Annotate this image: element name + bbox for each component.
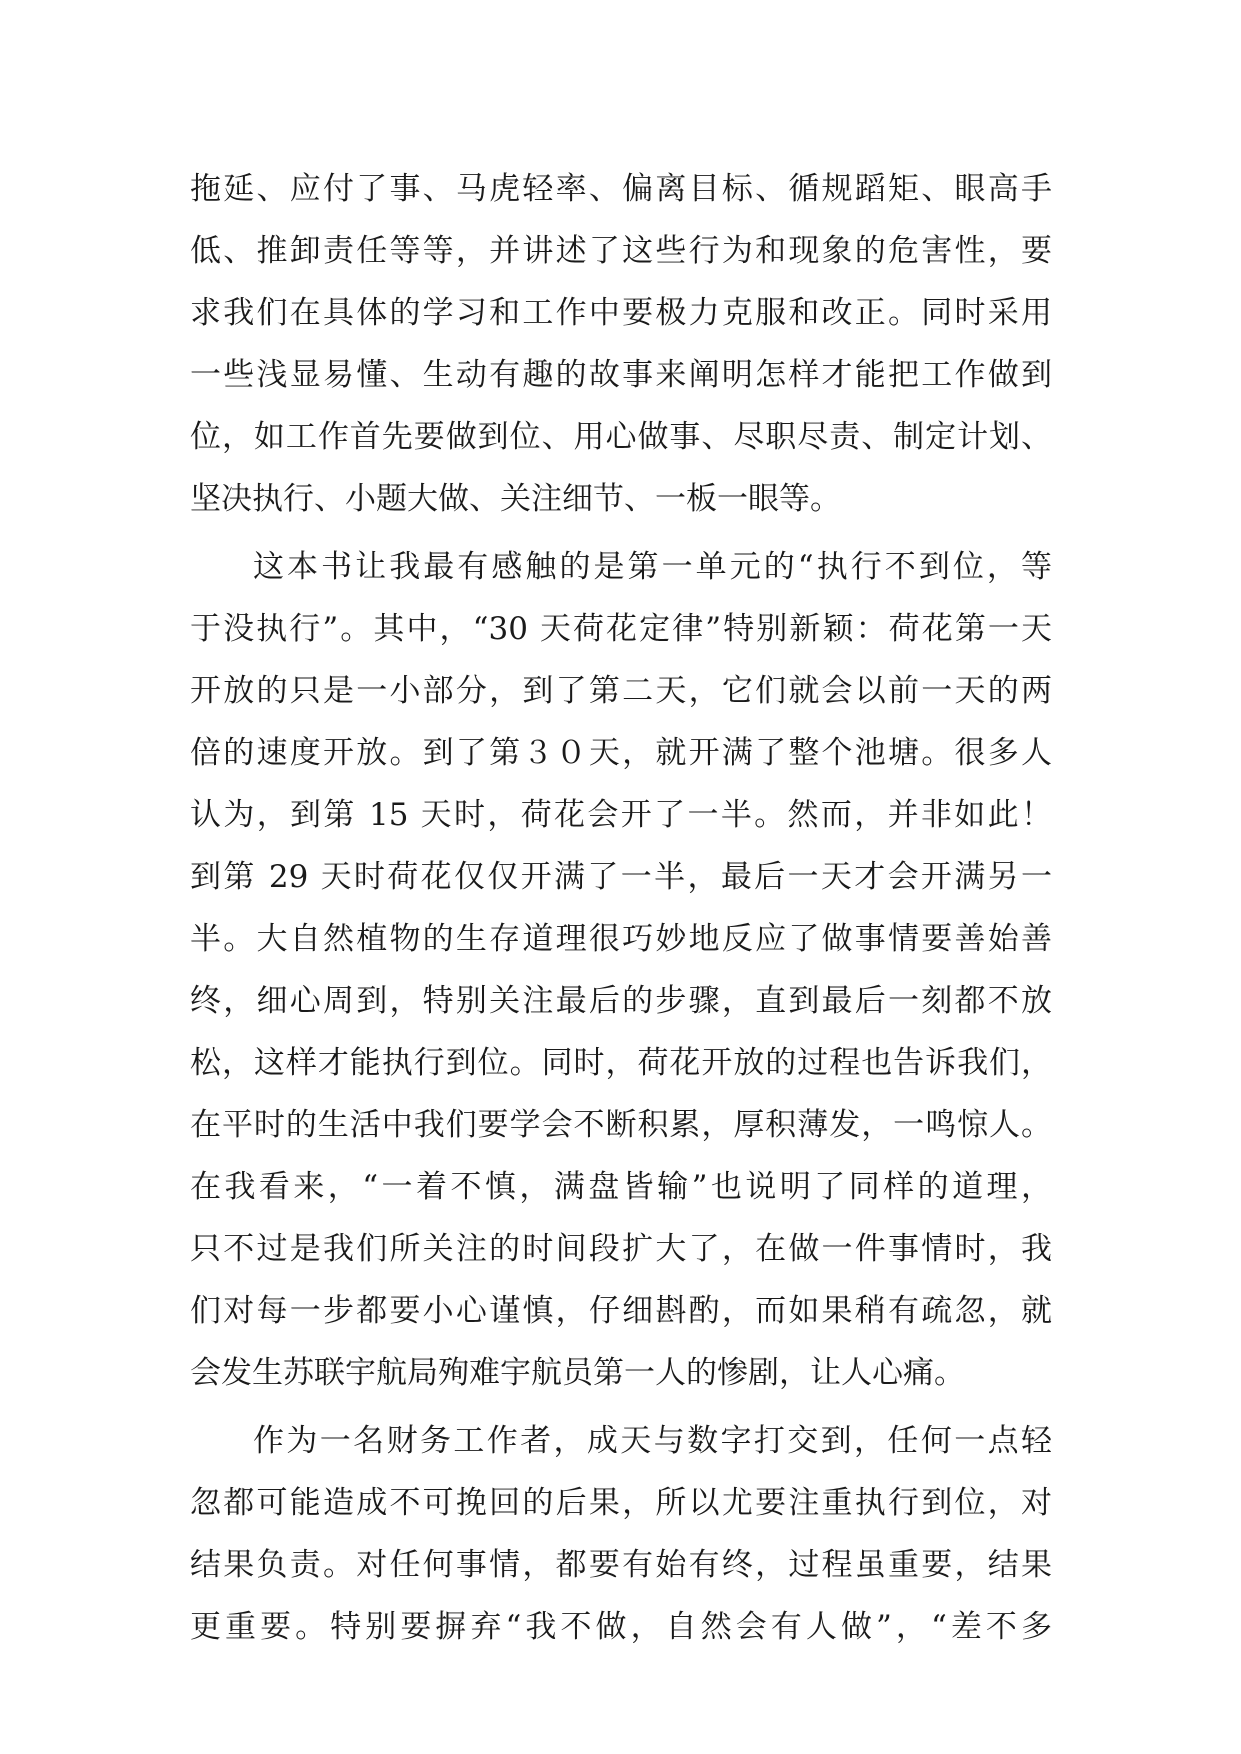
text-line: 在我看来，“一着不慎，满盘皆输”也说明了同样的道理， <box>190 1169 1052 1205</box>
text-line: 松，这样才能执行到位。同时，荷花开放的过程也告诉我们， <box>190 1045 1052 1081</box>
text-line: 半。大自然植物的生存道理很巧妙地反应了做事情要善始善 <box>190 921 1052 957</box>
text-line: 坚决执行、小题大做、关注细节、一板一眼等。 <box>190 481 841 517</box>
text-line: 会发生苏联宇航局殉难宇航员第一人的惨剧，让人心痛。 <box>190 1355 965 1391</box>
text-line: 结果负责。对任何事情，都要有始有终，过程虽重要，结果 <box>190 1547 1052 1583</box>
text-line: 拖延、应付了事、马虎轻率、偏离目标、循规蹈矩、眼高手 <box>190 171 1052 207</box>
text-line: 在平时的生活中我们要学会不断积累，厚积薄发，一鸣惊人。 <box>190 1107 1052 1143</box>
text-line: 开放的只是一小部分，到了第二天，它们就会以前一天的两 <box>190 673 1052 709</box>
text-line: 认为，到第 15 天时，荷花会开了一半。然而，并非如此！ <box>190 797 1052 833</box>
text-line: 只不过是我们所关注的时间段扩大了，在做一件事情时，我 <box>190 1231 1052 1267</box>
paragraph-1 <box>190 158 1052 530</box>
text-line: 作为一名财务工作者，成天与数字打交到，任何一点轻 <box>253 1423 1052 1459</box>
text-line: 低、推卸责任等等，并讲述了这些行为和现象的危害性，要 <box>190 233 1052 269</box>
document-body <box>190 158 1052 1658</box>
text-line: 求我们在具体的学习和工作中要极力克服和改正。同时采用 <box>190 295 1052 331</box>
text-line: 终，细心周到，特别关注最后的步骤，直到最后一刻都不放 <box>190 983 1052 1019</box>
text-line: 更重要。特别要摒弃“我不做，自然会有人做”，“差不多 <box>190 1609 1052 1645</box>
text-line: 位，如工作首先要做到位、用心做事、尽职尽责、制定计划、 <box>190 419 1052 455</box>
paragraph-2 <box>190 536 1052 1404</box>
text-line: 忽都可能造成不可挽回的后果，所以尤要注重执行到位，对 <box>190 1485 1052 1521</box>
text-line: 们对每一步都要小心谨慎，仔细斟酌，而如果稍有疏忽，就 <box>190 1293 1052 1329</box>
text-line: 于没执行”。其中，“30 天荷花定律”特别新颖：荷花第一天 <box>190 611 1052 647</box>
text-line: 这本书让我最有感触的是第一单元的“执行不到位，等 <box>253 549 1052 585</box>
text-line: 倍的速度开放。到了第３０天，就开满了整个池塘。很多人 <box>190 735 1052 771</box>
text-line: 一些浅显易懂、生动有趣的故事来阐明怎样才能把工作做到 <box>190 357 1052 393</box>
text-line: 到第 29 天时荷花仅仅开满了一半，最后一天才会开满另一 <box>190 859 1052 895</box>
paragraph-3 <box>190 1410 1052 1658</box>
